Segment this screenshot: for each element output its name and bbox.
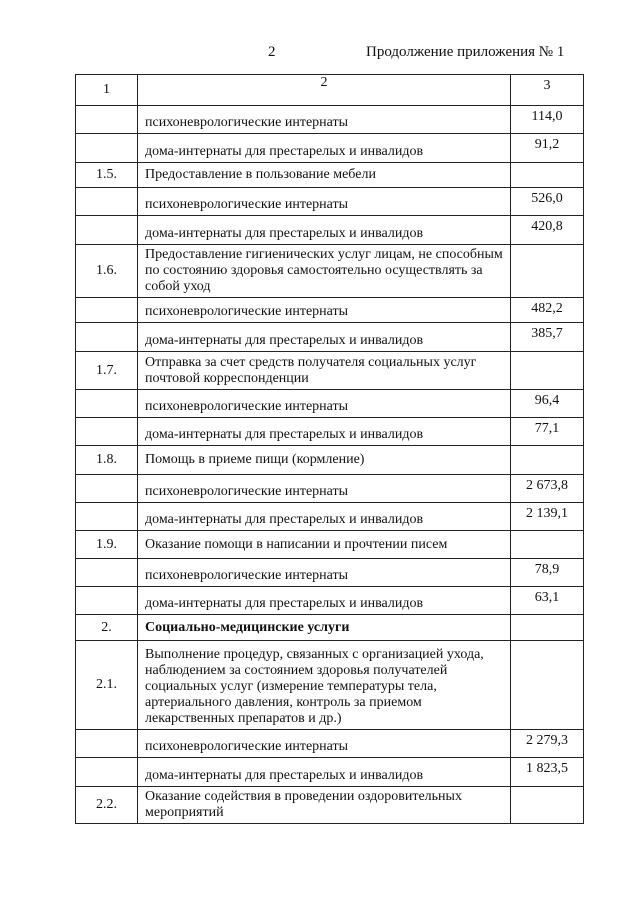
row-value (511, 615, 584, 641)
row-text: Оказание содействия в проведении оздоровительных мероприятий (138, 787, 511, 824)
row-value: 77,1 (511, 418, 584, 446)
row-value: 2 279,3 (511, 730, 584, 758)
row-value (511, 787, 584, 824)
row-text: дома-интернаты для престарелых и инвалидов (138, 503, 511, 531)
table-row (76, 390, 584, 418)
row-value (511, 531, 584, 559)
row-number: 1.8. (76, 446, 138, 475)
appendix-label: Продолжение приложения № 1 (366, 44, 565, 60)
row-value: 526,0 (511, 188, 584, 216)
row-number: 2. (76, 615, 138, 641)
row-text: дома-интернаты для престарелых и инвалидов (138, 758, 511, 787)
row-value: 78,9 (511, 559, 584, 587)
row-value (511, 446, 584, 475)
row-text: дома-интернаты для престарелых и инвалидов (138, 323, 511, 352)
table-row (76, 446, 584, 475)
row-text: психоневрологические интернаты (138, 390, 511, 418)
row-text: психоневрологические интернаты (138, 106, 511, 134)
row-value: 96,4 (511, 390, 584, 418)
table-row (76, 163, 584, 188)
table-row (76, 352, 584, 390)
table-row (76, 531, 584, 559)
row-number (76, 298, 138, 323)
row-text: дома-интернаты для престарелых и инвалидов (138, 418, 511, 446)
header-row (76, 75, 584, 106)
row-number (76, 134, 138, 163)
table-row (76, 245, 584, 298)
row-number (76, 418, 138, 446)
row-value: 63,1 (511, 587, 584, 615)
row-number (76, 503, 138, 531)
row-number (76, 188, 138, 216)
row-text: дома-интернаты для престарелых и инвалидов (138, 134, 511, 163)
table-row (76, 216, 584, 245)
table-row (76, 298, 584, 323)
row-value: 114,0 (511, 106, 584, 134)
row-number (76, 758, 138, 787)
row-text: Предоставление в пользование мебели (138, 163, 511, 188)
table-row (76, 587, 584, 615)
row-number (76, 559, 138, 587)
table-row (76, 758, 584, 787)
row-value: 385,7 (511, 323, 584, 352)
row-text: Отправка за счет средств получателя социальных услуг почтовой корреспонденции (138, 352, 511, 390)
row-text: Помощь в приеме пищи (кормление) (138, 446, 511, 475)
row-value: 1 823,5 (511, 758, 584, 787)
row-text: психоневрологические интернаты (138, 559, 511, 587)
row-text: психоневрологические интернаты (138, 298, 511, 323)
header-cell: 2 (138, 75, 511, 106)
table-row (76, 188, 584, 216)
row-text: психоневрологические интернаты (138, 475, 511, 503)
row-value (511, 245, 584, 298)
row-number (76, 323, 138, 352)
table-row (76, 559, 584, 587)
row-number (76, 390, 138, 418)
row-value (511, 641, 584, 730)
row-value: 2 673,8 (511, 475, 584, 503)
table-row (76, 418, 584, 446)
page-number: 2 (268, 44, 276, 60)
row-number: 1.6. (76, 245, 138, 298)
table-row (76, 503, 584, 531)
table-row (76, 787, 584, 824)
table-row (76, 730, 584, 758)
table-row (76, 106, 584, 134)
tariff-table (75, 74, 584, 824)
row-text: дома-интернаты для престарелых и инвалидов (138, 216, 511, 245)
row-value: 482,2 (511, 298, 584, 323)
row-number: 2.1. (76, 641, 138, 730)
row-number (76, 475, 138, 503)
row-text: психоневрологические интернаты (138, 730, 511, 758)
row-text: Выполнение процедур, связанных с организацией ухода, наблюдением за состоянием здоровья получателей социальных услуг (измерение температуры тела, артериального давления, контроль за приемом лекарственных препаратов и др.) (138, 641, 511, 730)
row-number: 2.2. (76, 787, 138, 824)
row-number: 1.7. (76, 352, 138, 390)
row-number (76, 587, 138, 615)
row-text: дома-интернаты для престарелых и инвалидов (138, 587, 511, 615)
row-value (511, 352, 584, 390)
row-text: Предоставление гигиенических услуг лицам, не способным по состоянию здоровья самостоятельно осуществлять за собой уход (138, 245, 511, 298)
row-text: Оказание помощи в написании и прочтении писем (138, 531, 511, 559)
table-row (76, 641, 584, 730)
header-cell: 1 (76, 75, 138, 106)
row-value: 91,2 (511, 134, 584, 163)
row-number (76, 730, 138, 758)
row-number: 1.5. (76, 163, 138, 188)
table-row (76, 323, 584, 352)
table-row (76, 134, 584, 163)
row-number (76, 216, 138, 245)
section-heading: Социально-медицинские услуги (138, 615, 511, 641)
header-cell: 3 (511, 75, 584, 106)
row-text: психоневрологические интернаты (138, 188, 511, 216)
row-value (511, 163, 584, 188)
table-row (76, 615, 584, 641)
table-row (76, 475, 584, 503)
row-value: 420,8 (511, 216, 584, 245)
row-number: 1.9. (76, 531, 138, 559)
row-number (76, 106, 138, 134)
row-value: 2 139,1 (511, 503, 584, 531)
